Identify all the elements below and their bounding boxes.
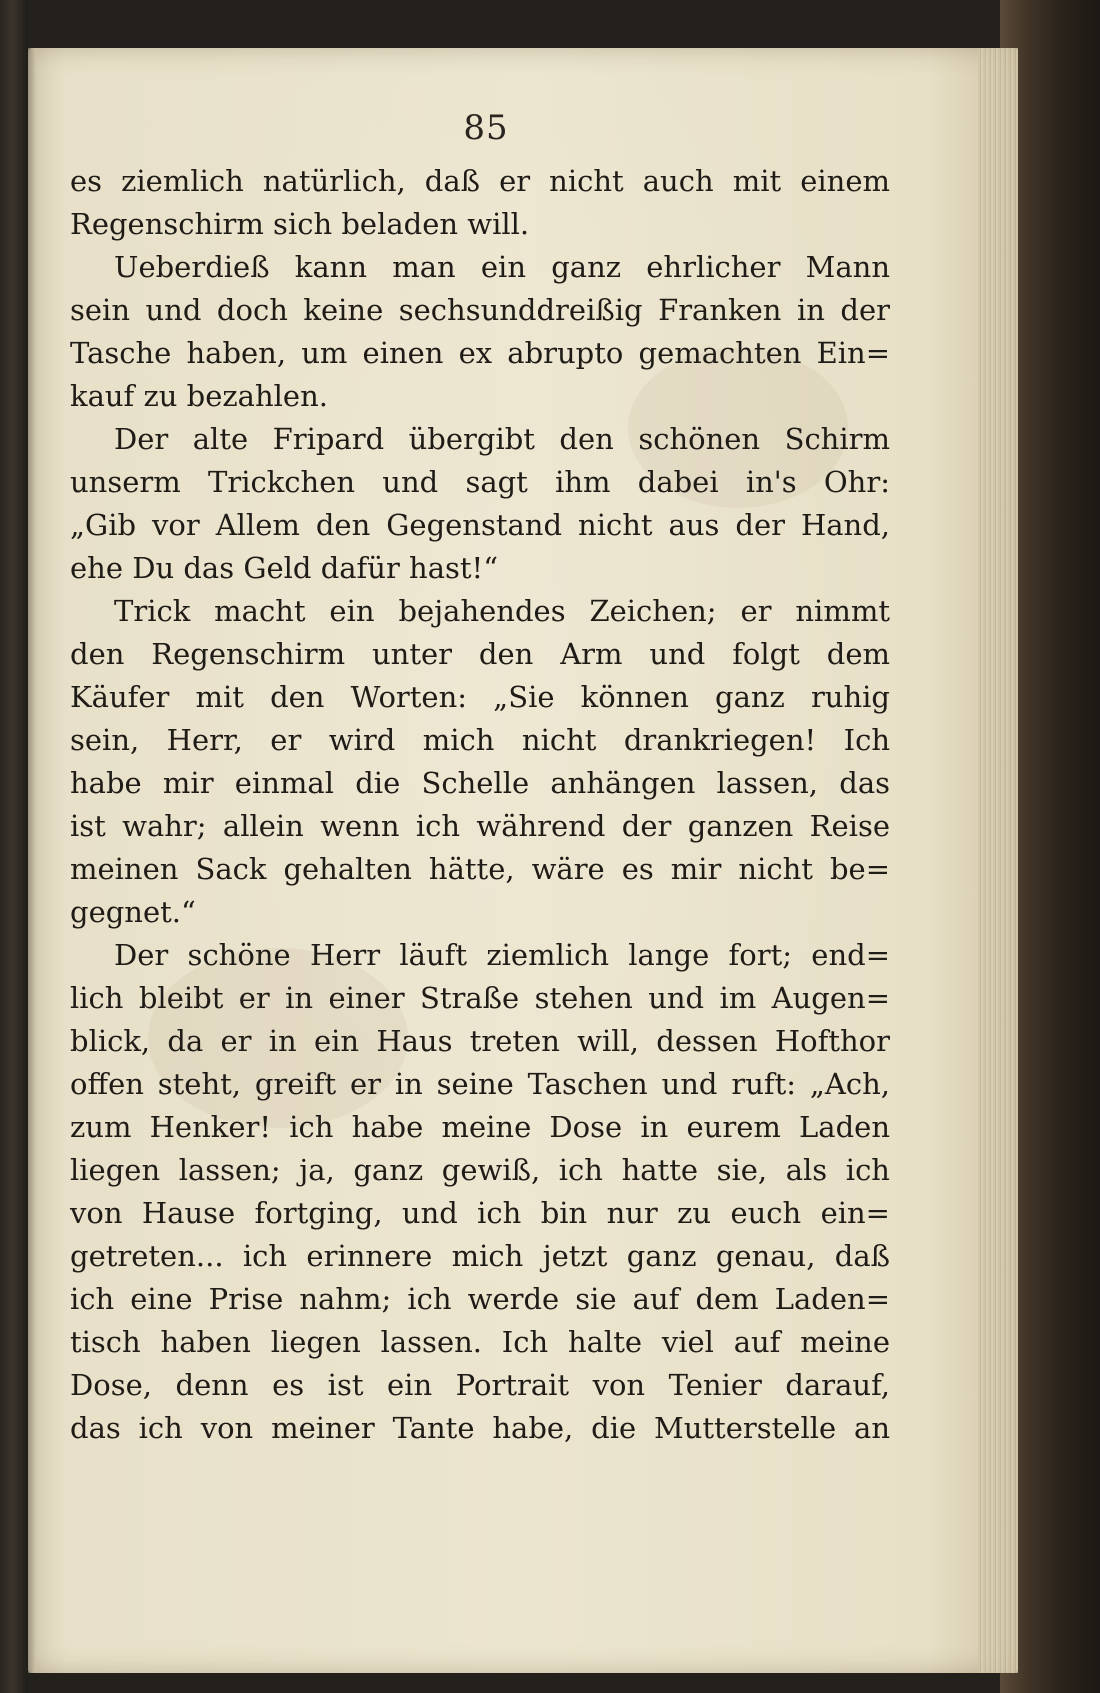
text-line: sein, Herr, er wird mich nicht drankriegen! Ich bbox=[70, 723, 890, 757]
text-line: getreten... ich erinnere mich jetzt ganz genau, daß bbox=[70, 1239, 890, 1273]
page-number: 85 bbox=[463, 108, 509, 148]
page-gutter bbox=[28, 48, 36, 1673]
body-text bbox=[70, 160, 890, 1450]
text-line: den Regenschirm unter den Arm und folgt dem bbox=[70, 637, 890, 671]
text-line: „Gib vor Allem den Gegenstand nicht aus der Hand, bbox=[70, 508, 890, 542]
text-line: Ueberdieß kann man ein ganz ehrlicher Mann bbox=[114, 250, 890, 284]
text-line: habe mir einmal die Schelle anhängen lassen, das bbox=[70, 766, 890, 800]
text-line: das ich von meiner Tante habe, die Mutterstelle an bbox=[70, 1411, 890, 1445]
text-line: Regenschirm sich beladen will. bbox=[70, 207, 530, 241]
text-line: von Hause fortging, und ich bin nur zu euch ein= bbox=[70, 1196, 890, 1230]
book-page bbox=[28, 48, 1018, 1673]
text-line: liegen lassen; ja, ganz gewiß, ich hatte sie, als ich bbox=[70, 1153, 890, 1187]
page-edges bbox=[978, 48, 1018, 1673]
text-line: Der schöne Herr läuft ziemlich lange fort; end= bbox=[114, 938, 890, 972]
text-line: tisch haben liegen lassen. Ich halte viel auf meine bbox=[70, 1325, 890, 1359]
text-line: Der alte Fripard übergibt den schönen Schirm bbox=[114, 422, 890, 456]
text-line: ist wahr; allein wenn ich während der ganzen Reise bbox=[70, 809, 890, 843]
text-line: sein und doch keine sechsunddreißig Franken in der bbox=[70, 293, 890, 327]
text-line: ehe Du das Geld dafür hast!“ bbox=[70, 551, 499, 585]
text-line: Käufer mit den Worten: „Sie können ganz ruhig bbox=[70, 680, 890, 714]
text-line: unserm Trickchen und sagt ihm dabei in's Ohr: bbox=[70, 465, 890, 499]
text-line: gegnet.“ bbox=[70, 895, 196, 929]
text-line: Dose, denn es ist ein Portrait von Tenier darauf, bbox=[70, 1368, 890, 1402]
text-line: meinen Sack gehalten hätte, wäre es mir nicht be= bbox=[70, 852, 890, 886]
text-line: zum Henker! ich habe meine Dose in eurem Laden bbox=[70, 1110, 890, 1144]
text-line: es ziemlich natürlich, daß er nicht auch mit einem bbox=[70, 164, 890, 198]
text-line: Trick macht ein bejahendes Zeichen; er nimmt bbox=[114, 594, 890, 628]
text-line: ich eine Prise nahm; ich werde sie auf dem Laden= bbox=[70, 1282, 890, 1316]
text-line: lich bleibt er in einer Straße stehen und im Augen= bbox=[70, 981, 890, 1015]
text-line: blick, da er in ein Haus treten will, dessen Hofthor bbox=[70, 1024, 890, 1058]
text-line: Tasche haben, um einen ex abrupto gemachten Ein= bbox=[70, 336, 890, 370]
text-line: kauf zu bezahlen. bbox=[70, 379, 328, 413]
text-line: offen steht, greift er in seine Taschen und ruft: „Ach, bbox=[70, 1067, 890, 1101]
